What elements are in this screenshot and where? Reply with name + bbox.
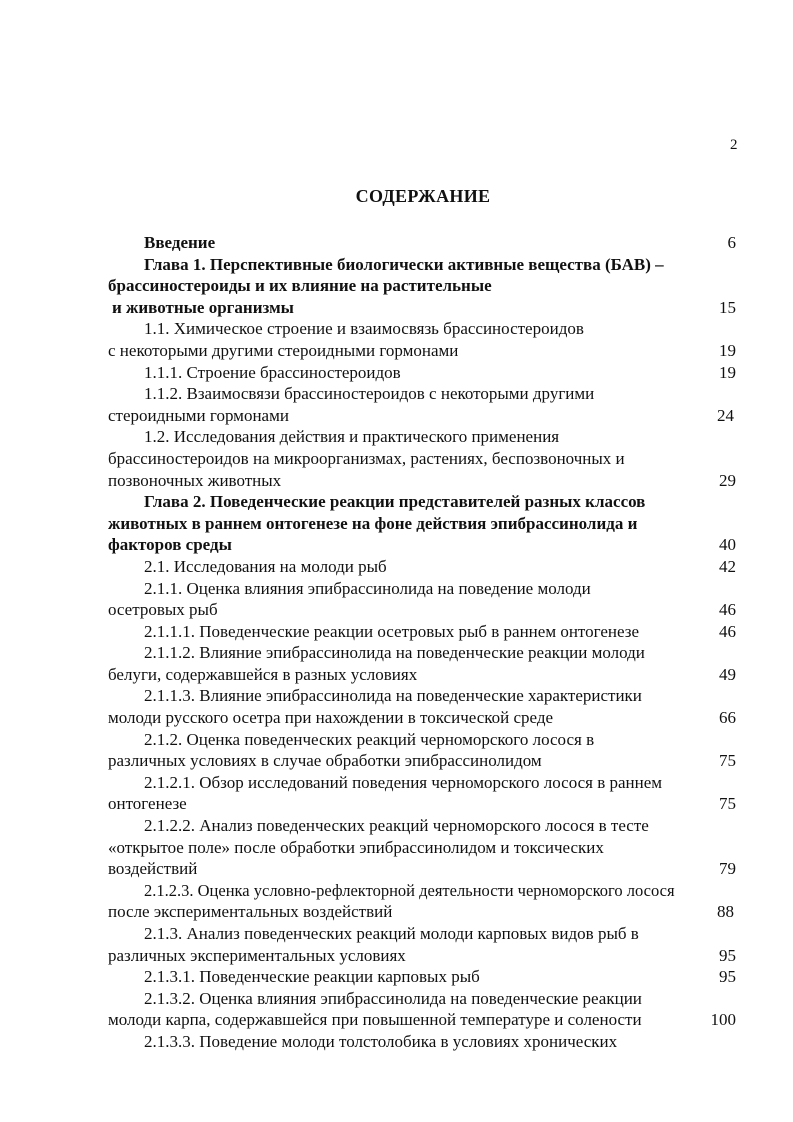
toc-line-text: онтогенезе [108, 794, 187, 814]
toc-line [108, 901, 748, 923]
toc-line [108, 275, 748, 297]
toc-line [108, 297, 748, 319]
toc-line [108, 772, 748, 794]
toc-line-page: 24 [717, 405, 734, 425]
toc-line-page: 19 [719, 362, 736, 382]
toc-line-text: различных экспериментальных условиях [108, 945, 406, 965]
toc-line [108, 793, 748, 815]
toc-line-text: и животные организмы [112, 297, 294, 317]
toc-line-text: с некоторыми другими стероидными гормонами [108, 340, 459, 360]
toc-line [108, 642, 748, 664]
toc-line-page: 88 [717, 902, 734, 922]
toc-line-text: белуги, содержавшейся в разных условиях [108, 664, 418, 684]
toc-line [108, 685, 748, 707]
toc-line [108, 815, 748, 837]
toc-line [108, 534, 748, 556]
toc-line [108, 340, 748, 362]
toc-line [108, 254, 748, 276]
toc-line [108, 405, 748, 427]
toc-title: СОДЕРЖАНИЕ [355, 186, 491, 206]
toc-line-text: 2.1. Исследования на молоди рыб [144, 556, 387, 576]
toc-line-text: 2.1.1.2. Влияние эпибрассинолида на поведенческие реакции молоди [144, 643, 645, 663]
toc-line-text: стероидными гормонами [108, 405, 289, 425]
toc-line-text: факторов среды [108, 535, 232, 555]
toc-line-text: 2.1.2.3. Оценка условно-рефлекторной деятельности черноморского лосося [144, 880, 675, 900]
toc-line-page: 29 [719, 470, 736, 490]
toc-line-page: 46 [719, 600, 736, 620]
page-number: 2 [730, 137, 738, 153]
toc-line [108, 966, 748, 988]
toc-line [108, 880, 748, 902]
toc-line-page: 19 [719, 340, 736, 360]
toc-line [108, 664, 748, 686]
toc-line [108, 470, 748, 492]
toc-line [108, 599, 748, 621]
toc-line-page: 49 [719, 664, 736, 684]
toc-line [108, 1009, 748, 1031]
toc-line-text: осетровых рыб [108, 600, 218, 620]
toc-line-page: 6 [727, 233, 736, 252]
toc-line [108, 729, 748, 751]
toc-line [108, 426, 748, 448]
toc-line-text: различных условиях в случае обработки эпибрассинолидом [108, 751, 542, 771]
toc-line [108, 318, 748, 340]
toc-line-text: 2.1.1. Оценка влияния эпибрассинолида на поведение молоди [144, 578, 591, 598]
toc-line-text: 2.1.3. Анализ поведенческих реакций молоди карповых видов рыб в [144, 924, 639, 943]
toc-line-page: 79 [719, 859, 736, 879]
toc-line-text: 2.1.3.2. Оценка влияния эпибрассинолида на поведенческие реакции [144, 988, 642, 1008]
toc-line [108, 383, 748, 405]
toc-line-page: 40 [719, 535, 736, 555]
toc-line-text: воздействий [108, 859, 198, 879]
toc-line-text: животных в раннем онтогенезе на фоне действия эпибрассинолида и [108, 513, 638, 533]
toc-line [108, 858, 748, 880]
toc-line-page: 75 [719, 794, 736, 814]
toc-line [108, 362, 748, 384]
toc-line [108, 491, 748, 513]
toc-line-page: 100 [710, 1010, 736, 1030]
toc-line-text: 2.1.1.3. Влияние эпибрассинолида на поведенческие характеристики [144, 686, 642, 706]
toc-line [108, 578, 748, 600]
toc-line [108, 988, 748, 1010]
toc-line-text: Глава 1. Перспективные биологически активные вещества (БАВ) – [144, 254, 664, 274]
toc-line-text: 2.1.1.1. Поведенческие реакции осетровых рыб в раннем онтогенезе [144, 621, 640, 641]
toc-line [108, 837, 748, 859]
toc-line-text: молоди русского осетра при нахождении в токсической среде [108, 708, 554, 728]
table-of-contents [108, 232, 748, 1053]
toc-line-text: 1.1.2. Взаимосвязи брассиностероидов с некоторыми другими [144, 384, 595, 404]
toc-line-page: 95 [719, 945, 736, 965]
toc-line [108, 232, 748, 254]
toc-line-text: 2.1.2.2. Анализ поведенческих реакций черноморского лосося в тесте [144, 816, 649, 836]
toc-line-text: брассиностероидов на микроорганизмах, растениях, беспозвоночных и [108, 448, 625, 468]
toc-line-page: 46 [719, 621, 736, 641]
toc-line-text: 1.2. Исследования действия и практического применения [144, 427, 560, 447]
toc-line-text: 1.1. Химическое строение и взаимосвязь брассиностероидов [144, 319, 584, 339]
toc-line [108, 448, 748, 470]
toc-line-text: позвоночных животных [108, 470, 282, 490]
toc-line-page: 66 [719, 708, 736, 728]
toc-line-text: «открытое поле» после обработки эпибрассинолидом и токсических [108, 837, 604, 857]
toc-line-text: 2.1.2.1. Обзор исследований поведения черноморского лосося в раннем [144, 772, 663, 792]
toc-line-text: 2.1.3.3. Поведение молоди толстолобика в условиях хронических [144, 1031, 618, 1051]
toc-line-page: 15 [719, 297, 736, 317]
toc-line [108, 1031, 748, 1053]
toc-line-page: 75 [719, 751, 736, 771]
toc-line-text: 2.1.2. Оценка поведенческих реакций черноморского лосося в [144, 729, 595, 749]
toc-line [108, 750, 748, 772]
toc-line-text: 2.1.3.1. Поведенческие реакции карповых рыб [144, 967, 480, 987]
toc-line-page: 42 [719, 556, 736, 576]
toc-line [108, 945, 748, 967]
toc-line-text: 1.1.1. Строение брассиностероидов [144, 362, 401, 382]
toc-line-page: 95 [719, 967, 736, 987]
toc-line [108, 923, 748, 945]
toc-line-text: молоди карпа, содержавшейся при повышенной температуре и солености [108, 1010, 642, 1030]
toc-line-text: после экспериментальных воздействий [108, 902, 393, 922]
toc-line [108, 513, 748, 535]
toc-line-text: Введение [144, 233, 216, 252]
toc-line-text: Глава 2. Поведенческие реакции представителей разных классов [144, 492, 646, 512]
toc-line-text: брассиностероиды и их влияние на растительные [108, 276, 492, 296]
toc-line [108, 621, 748, 643]
toc-line [108, 707, 748, 729]
toc-line [108, 556, 748, 578]
